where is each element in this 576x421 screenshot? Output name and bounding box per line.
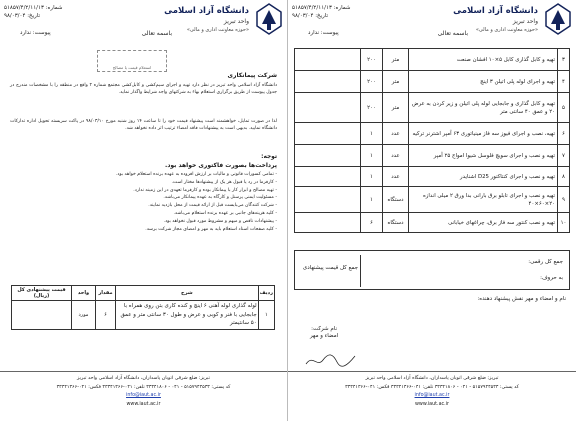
table-row (295, 187, 570, 213)
row-number: ۳ (558, 49, 570, 71)
letter-meta (292, 4, 351, 20)
page-header (0, 0, 287, 46)
col-header: قیمت پیشنهادی کل (ریال) (12, 286, 72, 301)
note-item: - کلیه هزینه‌های جانبی بر عهده برنده استعلام می‌باشد. (10, 210, 277, 217)
row-number: ۱ (258, 301, 274, 330)
row-unit: دستگاه (383, 213, 409, 233)
note-item: - مسئولیت ایمنی پرسنل و کارگاه به عهده پیمانکار می‌باشد. (10, 194, 277, 201)
deadline-paragraph: لذا در صورت تمایل، خواهشمند است پیشنهاد قیمت خود را تا ساعت ۱۴ روز شنبه مورخ ۹۸/۰۳/۱۰ در پاکت سربسته تحویل اداره تدارکات دانشگاه نمایید. بدیهی است به پیشنهادات فاقد امضاء ترتیب اثر داده نخواهد شد. (10, 119, 277, 132)
row-unit: دستگاه (383, 187, 409, 213)
row-number: ۴ (558, 71, 570, 93)
row-price (295, 123, 361, 145)
row-unit: عدد (383, 167, 409, 187)
row-description: تهیه و کابل گذاری و جابجایی لوله پلی اتیلن و زیر کردن به عرض ۲۰ و عمق ۴۰ سانتی متر (409, 93, 558, 123)
row-number: ۷ (558, 145, 570, 167)
col-header: شرح (116, 286, 259, 301)
handwritten-signature-icon (303, 350, 358, 370)
note-item: - پیشنهادات ناقص و مبهم و مشروط مورد قبول نخواهد بود. (10, 218, 277, 225)
row-description: تهیه، نصب و اجرای فیوز سه فاز مینیاتوری ۶۳ آمپر اشترنر ترکیه (409, 123, 558, 145)
row-number: ۵ (558, 93, 570, 123)
row-price (295, 213, 361, 233)
table-row (295, 71, 570, 93)
table-row (295, 167, 570, 187)
row-description: تهیه و نصب و اجرای تابلو برق بارانی بدا ورق ۲ میلی اندازه ۲۰×۶۰×۴۰ (409, 187, 558, 213)
basmala: باسمه تعالی (437, 30, 468, 37)
row-number: ۱۰ (558, 213, 570, 233)
row-quantity: ۱ (361, 145, 383, 167)
university-branch: واحد تبریز (223, 18, 249, 25)
row-quantity: ۲۰۰ (361, 49, 383, 71)
footer-website[interactable]: www.iaut.ac.ir (415, 401, 449, 407)
number-label: شماره: (333, 5, 351, 11)
payment-title: پرداخت‌ها بصورت فاکتوری خواهد بود. (165, 162, 277, 169)
footer-email-link[interactable]: info@iaut.ac.ir (126, 393, 161, 399)
university-branch: واحد تبریز (512, 18, 538, 25)
university-name: دانشگاه آزاد اسلامی (453, 6, 538, 16)
page-header (288, 0, 576, 46)
items-table (294, 48, 570, 233)
university-department: «حوزه معاونت اداری و مالی» (475, 27, 538, 33)
notes-list (10, 171, 277, 233)
row-quantity: ۶ (361, 213, 383, 233)
col-header: واحد (72, 286, 96, 301)
attachment-label: پیوست: ندارد (20, 30, 51, 36)
footer-phone: کد پستی: ۵۱۵۷۹۴۴۵۳۳ - ۰۴۱ - ۳۳۳۴۱۸۰۶ تلفن: ۰۴۱-۳۳۳۴۱۳۶۶ فکس: ۰۴۱-۳۳۳۴۱۳۶۶ (345, 384, 519, 390)
col-header: مقدار (96, 286, 116, 301)
intro-paragraph: دانشگاه آزاد اسلامی واحد تبریز در نظر دارد تهیه و اجرای سیم‌کشی و کابل‌کشی مجتمع شماره ۲ واقع در منطقه را با مشخصات مندرج در جدول پیوست از طریق برگزاری استعلام بهاء به شرکتهای واجد شرایط واگذار نماید. (10, 83, 277, 96)
row-description: تهیه و اجرای لوله پلی اتیلن ۳ اینچ (409, 71, 558, 93)
table-row (295, 49, 570, 71)
row-number: ۹ (558, 187, 570, 213)
table-row (295, 93, 570, 123)
azad-university-logo-icon (254, 2, 284, 36)
note-item: - کلیه صفحات اسناد استعلام باید به مهر و امضای مجاز شرکت برسد. (10, 226, 277, 233)
stamp-box: استعلام قیمت یا مصالح (97, 50, 167, 72)
table-row (295, 145, 570, 167)
greeting: شرکت پیمانکاری (227, 72, 277, 79)
note-item: - شرکت کنندگان می‌بایست قبل از ارائه قیمت از محل بازدید نمایند. (10, 202, 277, 209)
note-item: - کارفرما در رد یا قبول هر یک از پیشنهادها مختار است. (10, 179, 277, 186)
signature-line: نام و امضاء و مهر نفش پیشنهاد دهنده: (477, 296, 566, 302)
row-quantity: ۶ (96, 301, 116, 330)
document-page-2 (288, 0, 576, 421)
bidder-company-label: نام شرکت: (311, 326, 338, 332)
row-price (295, 167, 361, 187)
row-quantity: ۱ (361, 167, 383, 187)
university-name: دانشگاه آزاد اسلامی (164, 6, 249, 16)
date-value: ۹۸/۰۳/۰۴ (4, 13, 26, 19)
page-footer (0, 371, 287, 421)
row-quantity: ۲۰۰ (361, 93, 383, 123)
university-department: «حوزه معاونت اداری و مالی» (186, 27, 249, 33)
note-item: - تهیه مصالح و ابزار کار با پیمانکار بوده و کارفرما تعهدی در این زمینه ندارد. (10, 187, 277, 194)
footer-phone: کد پستی: ۵۱۵۷۹۴۴۵۳۳ - ۰۴۱ - ۳۳۳۴۱۸۰۶ تلفن: ۰۴۱-۳۳۳۴۱۳۶۶ فکس: ۰۴۱-۳۳۳۴۱۳۶۶ (56, 384, 231, 390)
page-footer (288, 371, 576, 421)
date-label: تاریخ: (27, 13, 40, 19)
sum-digits-label: جمع کل رقمی: (528, 259, 563, 265)
row-unit: عدد (383, 145, 409, 167)
row-quantity: ۱ (361, 123, 383, 145)
total-price-box (294, 250, 570, 290)
table-header-row (12, 286, 275, 301)
row-price (295, 145, 361, 167)
table-row (295, 123, 570, 145)
items-table (11, 285, 275, 330)
row-quantity: ۱ (361, 187, 383, 213)
number-label: شماره: (45, 5, 63, 11)
letter-meta (4, 4, 63, 20)
row-number: ۸ (558, 167, 570, 187)
row-description: تهیه و کابل گذاری کابل ۵×۱۰ افشان صنعت (409, 49, 558, 71)
bidder-signature-block (310, 326, 338, 340)
row-unit: متر (383, 93, 409, 123)
sum-words-label: به حروف: (540, 275, 563, 281)
row-number: ۶ (558, 123, 570, 145)
row-price (12, 301, 72, 330)
table-row (295, 213, 570, 233)
basmala: باسمه تعالی (141, 30, 172, 37)
row-unit: مورد (72, 301, 96, 330)
total-price-title: جمع کل قیمت پیشنهادی (301, 255, 361, 287)
row-price (295, 187, 361, 213)
row-unit: متر (383, 71, 409, 93)
note-item: - تمامی کسورات قانونی و مالیات بر ارزش افزوده به عهده برنده استعلام خواهد بود. (10, 171, 277, 178)
footer-email-link[interactable]: info@iaut.ac.ir (414, 393, 450, 399)
number-value: ۵۱۸۵۷/۴/۲/۱۱/۱۳ (4, 5, 44, 11)
date-label: تاریخ: (315, 13, 328, 19)
footer-website[interactable]: www.iaut.ac.ir (126, 401, 161, 407)
row-description: تهیه و نصب و اجرای سویچ فلوسل شیوا امواج ۲۵ آمپر (409, 145, 558, 167)
row-unit: متر (383, 49, 409, 71)
footer-address: تبریز: ضلع شرقی اتوبان پاسداران، دانشگاه آزاد اسلامی واحد تبریز (77, 376, 210, 381)
bidder-sign-label: امضاء و مهر (310, 333, 339, 339)
row-description: تهیه و نصب و اجرای کنتاکتور D25 اشنایدر (409, 167, 558, 187)
row-description: تهیه و نصب کنتور سه فاز برق، چراغهای خیابانی (409, 213, 558, 233)
notes-title: توجه: (261, 154, 277, 160)
date-value: ۹۸/۰۳/۰۴ (292, 13, 314, 19)
row-price (295, 49, 361, 71)
footer-address: تبریز: ضلع شرقی اتوبان پاسداران، دانشگاه آزاد اسلامی واحد تبریز (365, 376, 499, 381)
number-value: ۵۱۸۵۷/۴/۲/۱۱/۱۳ (292, 5, 332, 11)
row-price (295, 71, 361, 93)
row-price (295, 93, 361, 123)
table-row (12, 301, 275, 330)
row-unit: عدد (383, 123, 409, 145)
col-header: ردیف (258, 286, 274, 301)
row-description: لوله گذاری لوله آهنی ۶ اینچ و کنده کاری بتن روی همراه با جابجایی با فنر و کوبی و عرض و طول ۳۰ سانتی متر و عمق ۵۰ سانتیمتر (116, 301, 259, 330)
azad-university-logo-icon (543, 2, 573, 36)
attachment-label: پیوست: ندارد (308, 30, 339, 36)
row-quantity: ۲۰۰ (361, 71, 383, 93)
